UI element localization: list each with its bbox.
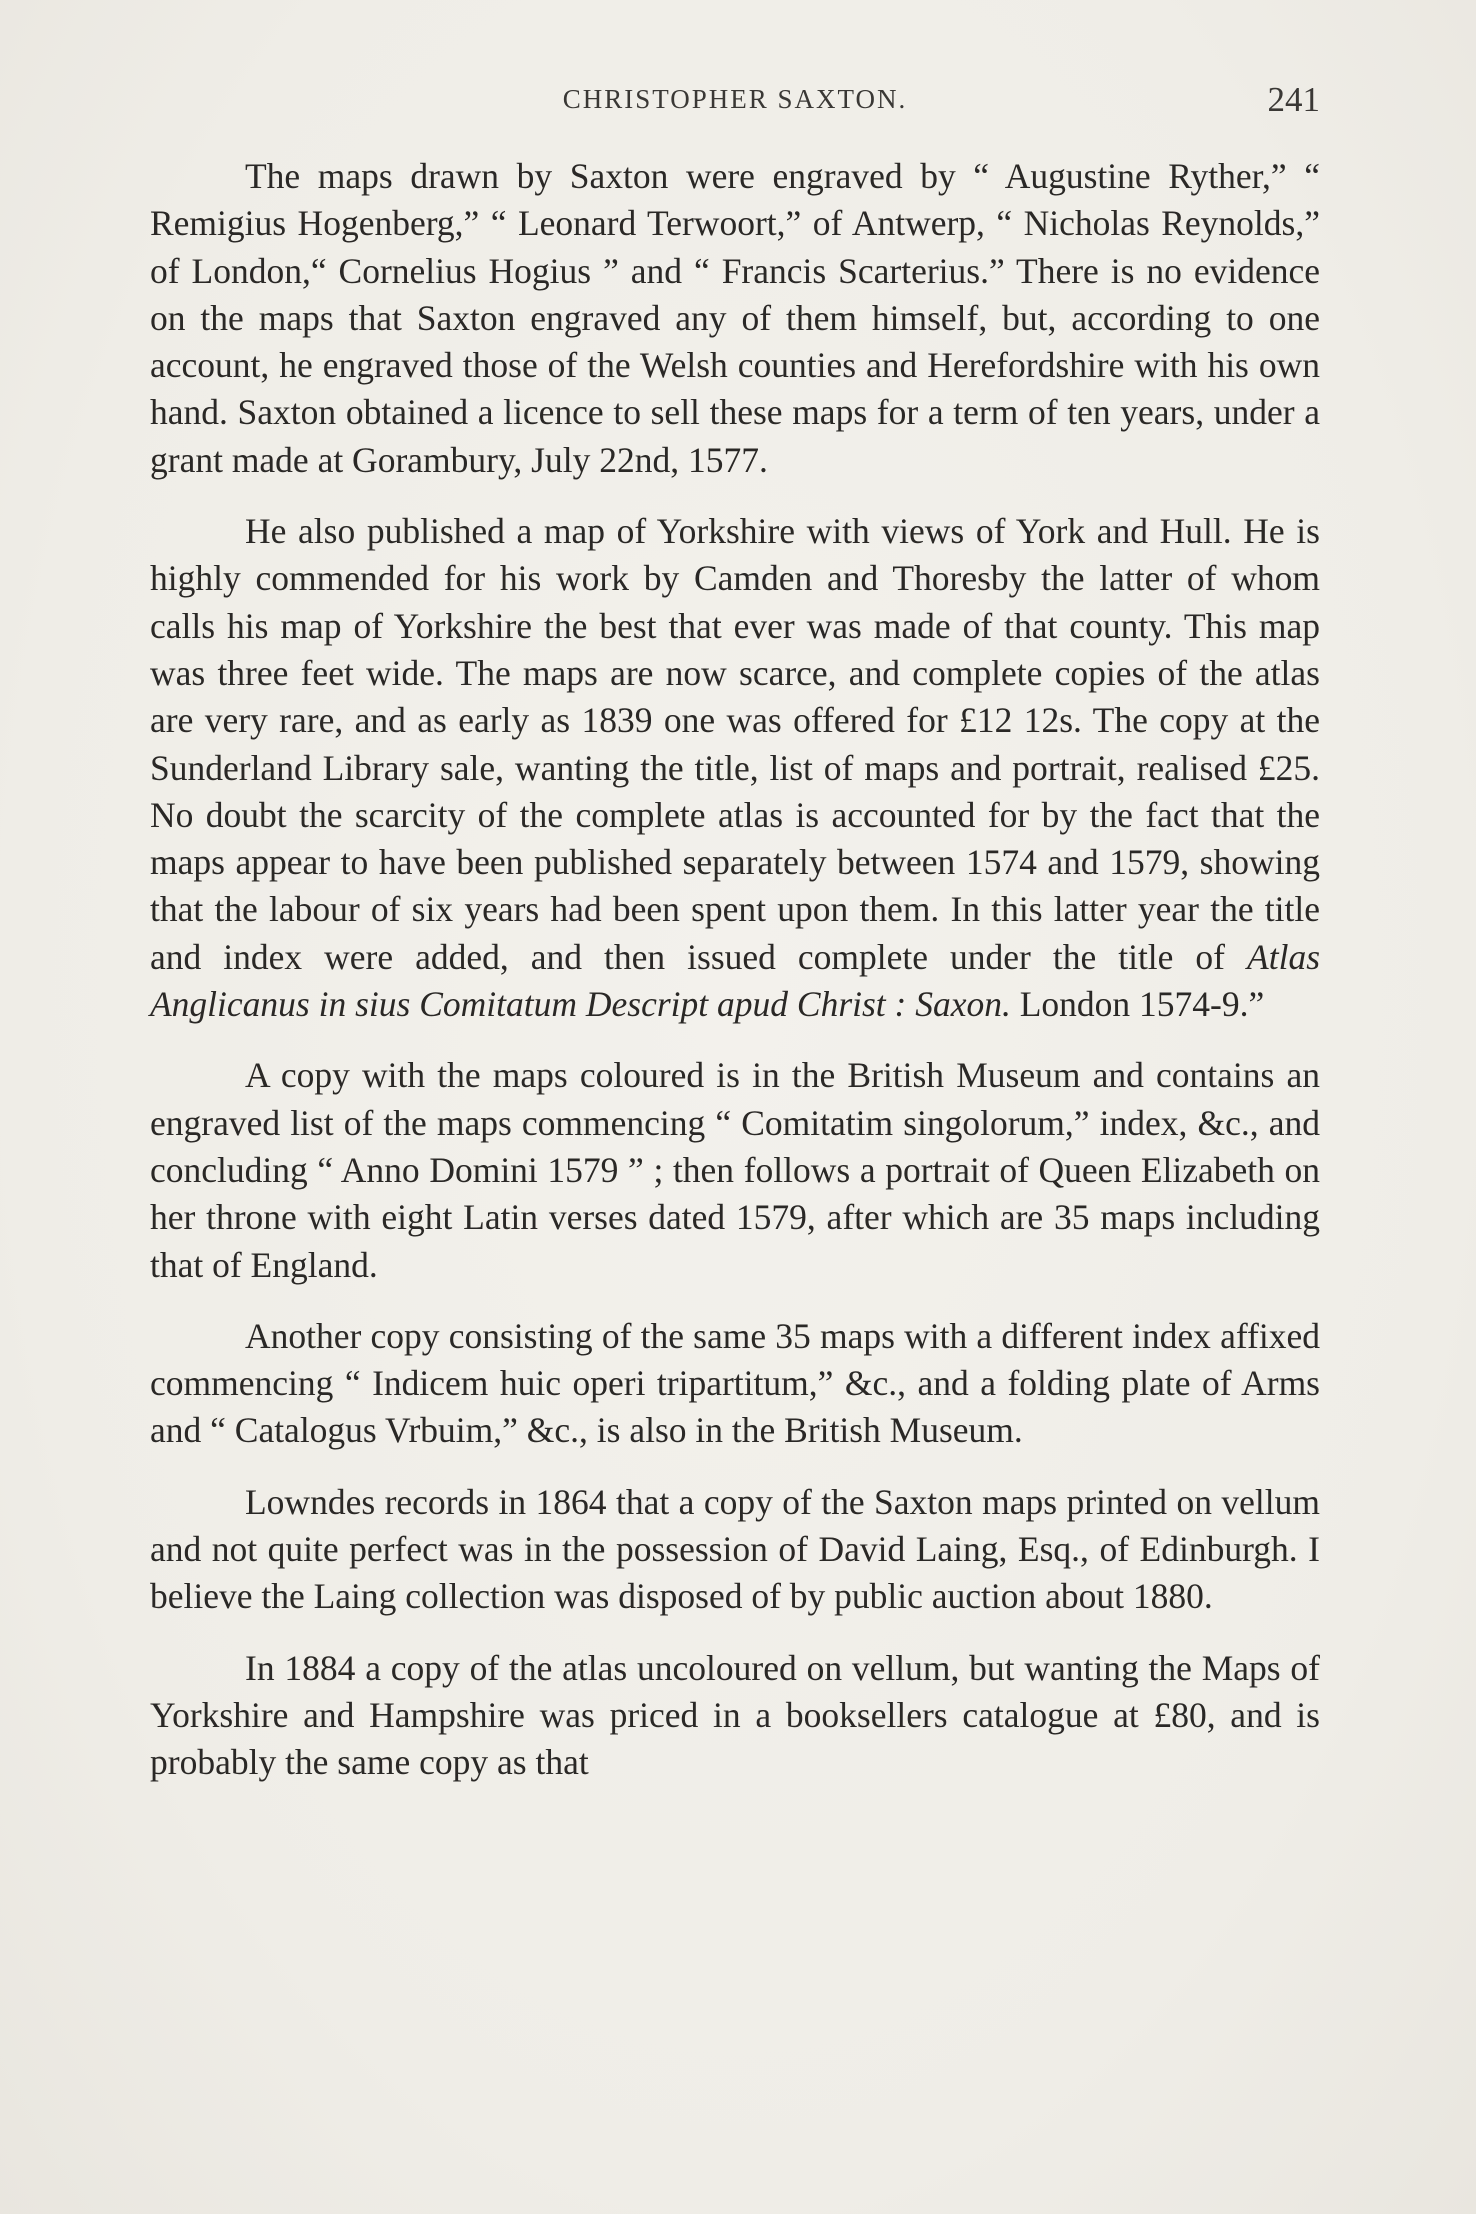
paragraph-yorkshire-text: He also published a map of Yorkshire with views of York and Hull. He is highly commended for his work by Camden and Thoresby the latter of whom calls his map of Yorkshire the best that ever was made of that county. This map was three feet wide. The maps are now scarce, and complete copies of the atlas are very rare, and as early as 1839 one was offered for £12 12s. The copy at the Sunderland Library sale, wanting the title, list of maps and portrait, realised £25. No doubt the scarcity of the complete atlas is accounted for by the fact that the maps appear to have been published separately between 1574 and 1579, showing that the labour of six years had been spent upon them. In this latter year the title and index were added, and then issued complete under the title of — [150, 511, 1320, 977]
paragraph-british-museum-copy: A copy with the maps coloured is in the British Museum and contains an engraved list of the maps commencing “ Comitatim singolorum,” index, &c., and concluding “ Anno Domini 1579 ” ; then follows a portrait of Queen Elizabeth on her throne with eight Latin verses dated 1579, after which are 35 maps including that of England. — [150, 1055, 1320, 1285]
atlas-date: London 1574-9.” — [1010, 984, 1265, 1025]
body-text — [150, 153, 1320, 1787]
paragraph-1884-copy: In 1884 a copy of the atlas uncoloured on vellum, but wanting the Maps of Yorkshire and Hampshire was priced in a booksellers catalogue at £80, and is probably the same copy as that — [150, 1647, 1320, 1783]
paragraph-engravers: The maps drawn by Saxton were engraved by “ Augustine Ryther,” “ Remigius Hogenberg,” “ Leonard Terwoort,” of Antwerp, “ Nicholas Reynolds,” of London,“ Cornelius Hogius ” and “ Francis Scarterius.” There is no evidence on the maps that Saxton engraved any of them himself, but, according to one account, he engraved those of the Welsh counties and Herefordshire with his own hand. Saxton obtained a licence to sell these maps for a term of ten years, under a grant made at Gorambury, July 22nd, 1577. — [150, 156, 1320, 480]
paragraph-yorkshire-map — [150, 508, 1320, 1028]
paragraph-lowndes-vellum: Lowndes records in 1864 that a copy of the Saxton maps printed on vellum and not quite perfect was in the possession of David Laing, Esq., of Edinburgh. I believe the Laing collection was disposed of by public auction about 1880. — [150, 1481, 1320, 1617]
paragraph-another-copy: Another copy consisting of the same 35 maps with a different index affixed commencing “ Indicem huic operi tripartitum,” &c., and a folding plate of Arms and “ Catalogus Vrbuim,” &c., is also in the British Museum. — [150, 1315, 1320, 1451]
page-header — [150, 80, 1320, 130]
page-number: 241 — [1267, 80, 1320, 119]
atlas-title: Atlas Anglicanus in sius Comitatum Descript apud Christ : Saxon. — [150, 936, 1321, 1025]
running-head: CHRISTOPHER SAXTON. — [562, 84, 908, 114]
